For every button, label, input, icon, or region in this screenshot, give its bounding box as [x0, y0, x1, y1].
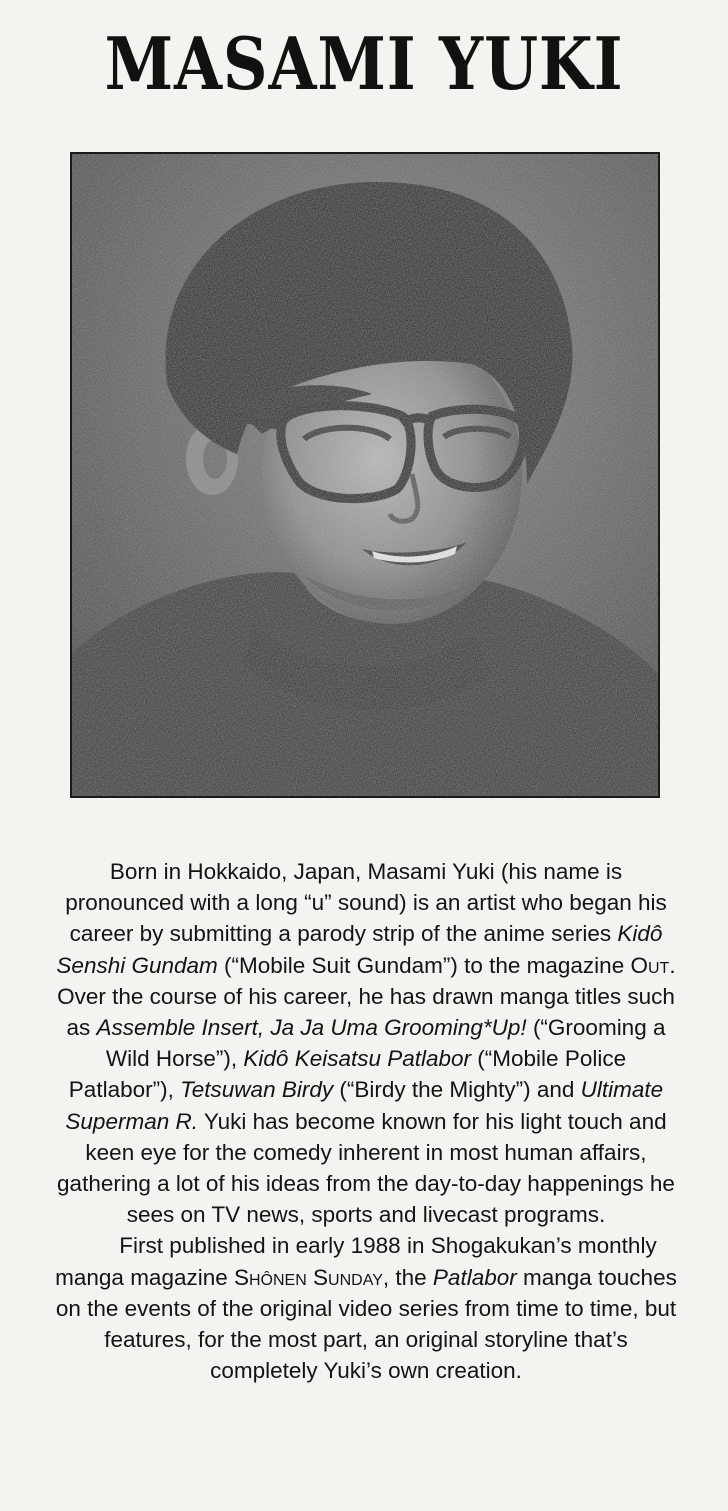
- bio-paragraph-1: [52, 856, 680, 1230]
- text-run: Yuki has become known for his light touch and keen eye for the comedy inherent in most human affairs, gathering a lot of his ideas from the day-to-day happenings he sees on TV news, sports and livecast programs.: [57, 1108, 675, 1228]
- title-italic: Assemble Insert, Ja Ja Uma Grooming*Up!: [96, 1015, 527, 1041]
- author-bio: [52, 856, 680, 1386]
- title-italic: Tetsuwan Birdy: [180, 1077, 334, 1103]
- text-run: First published in early 1988 in Shogakukan’s monthly manga magazine: [55, 1233, 657, 1290]
- title-italic: Kidô Keisatsu Patlabor: [243, 1046, 472, 1072]
- text-run: (“Mobile Suit Gundam”) to the magazine: [217, 952, 631, 978]
- text-run: Born in Hokkaido, Japan, Masami Yuki (his name is pronounced with a long “u” sound) is an artist who began his career by submitting a parody strip of the anime series: [65, 859, 667, 947]
- bio-paragraph-2: [52, 1230, 680, 1386]
- magazine-name: Out: [630, 952, 670, 978]
- page-title: MASAMI YUKI: [104, 21, 624, 106]
- portrait-photo-icon: [72, 154, 658, 796]
- text-run: (“Grooming a Wild Horse”),: [105, 1015, 666, 1072]
- title-italic: Kidô Senshi Gundam: [56, 921, 663, 978]
- magazine-name: Shônen Sunday: [234, 1264, 383, 1290]
- title-italic: Ultimate Superman R.: [65, 1077, 664, 1134]
- text-run: . Over the course of his career, he has drawn manga titles such as: [57, 952, 676, 1041]
- text-run: (“Birdy the Mighty”) and: [333, 1077, 581, 1103]
- author-photo: [70, 152, 660, 798]
- text-run: manga touches on the events of the original video series from time to time, but features, for the most part, an original storyline that’s completely Yuki’s own creation.: [55, 1264, 677, 1384]
- title-italic: Patlabor: [432, 1264, 517, 1290]
- text-run: (“Mobile Police Patlabor”),: [68, 1046, 627, 1103]
- text-run: , the: [382, 1264, 433, 1290]
